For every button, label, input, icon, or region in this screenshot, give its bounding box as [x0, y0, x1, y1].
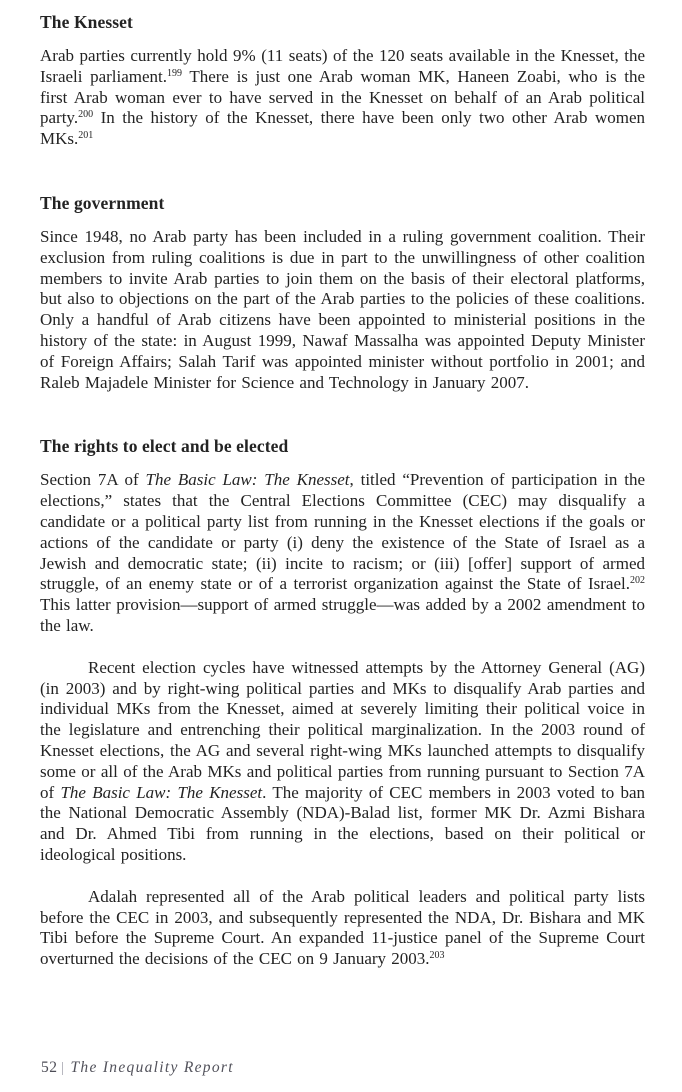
footnote-reference: 200 [78, 109, 94, 121]
document-section [40, 436, 645, 970]
italic-text: The Basic Law: The Knesset [60, 782, 263, 802]
document-section [40, 12, 645, 150]
footnote-reference: 202 [630, 575, 645, 587]
section-heading: The government [40, 192, 165, 213]
footnote-reference: 201 [78, 130, 94, 142]
text-run: Section 7A of [40, 470, 146, 490]
section-heading: The rights to elect and be elected [40, 436, 289, 457]
text-run: In the history of the Knesset, there have been only two other Arab women MKs. [40, 108, 645, 149]
page-number: 52 [41, 1059, 58, 1076]
text-run: Recent election cycles have witnessed attempts by the Attorney General (AG) (in 2003) and by right-wing political parties and MKs to disqualify Arab parties and individual MKs from the Knesset, aimed at severely limiting their political voice in the legislature and entrenching their political marginalization. In the 2003 round of Knesset elections, the AG and several right-wing MKs launched attempts to disqualify some or all of the Arab MKs and political parties from running pursuant to Section 7A of [40, 657, 645, 802]
italic-text: The Basic Law: The Knesset [145, 470, 350, 490]
text-run: , titled “Prevention of participation in the elections,” states that the Central Elections Committee (CEC) may disqualify a candidate or a political party list from running in the Knesset elections if the goals or actions of the candidate or party (i) deny the existence of the State of Israel as a Jewish and democratic state; (ii) incite to racism; or (iii) [offer] support of armed struggle, of an enemy state or of a terrorist organization against the State of Israel. [40, 470, 646, 594]
paragraph [40, 227, 645, 393]
report-title: The Inequality Report [70, 1059, 234, 1076]
text-run: Since 1948, no Arab party has been included in a ruling government coalition. Their exclusion from ruling coalitions is due in part to the unwillingness of other coalition members to invite Arab parties to join them on the basis of their electoral platforms, but also to objections on the part of the Arab parties to the policies of these coalitions. Only a handful of Arab citizens have been appointed to ministerial positions in the history of the state: in August 1999, Nawaf Massalha was appointed Deputy Minister of Foreign Affairs; Salah Tarif was appointed minister without portfolio in 2001; and Raleb Majadele Minister for Science and Technology in January 2007. [40, 226, 645, 392]
text-run: Adalah represented all of the Arab political leaders and political party lists before the CEC in 2003, and subsequently represented the NDA, Dr. Bishara and MK Tibi before the Supreme Court. An expanded 11-justice panel of the Supreme Court overturned the decisions of the CEC on 9 January 2003. [40, 886, 645, 969]
page-footer [41, 1059, 234, 1077]
paragraph [40, 658, 645, 866]
footer-divider [62, 1062, 63, 1075]
paragraph [40, 470, 645, 636]
text-run: There is just one Arab woman MK, Haneen Zoabi, who is the first Arab woman ever to have served in the Knesset on behalf of an Arab political party. [40, 66, 645, 128]
text-run: Arab parties currently hold 9% (11 seats) of the 120 seats available in the Knesset, the Israeli parliament. [40, 46, 645, 86]
section-heading: The Knesset [40, 12, 133, 32]
document-body [40, 12, 645, 970]
text-run: This latter provision—support of armed struggle—was added by a 2002 amendment to the law. [40, 595, 645, 635]
text-run: . The majority of CEC members in 2003 voted to ban the National Democratic Assembly (NDA)-Balad list, former MK Dr. Azmi Bishara and Dr. Ahmed Tibi from running in the elections, based on their political or ideological positions. [40, 782, 646, 864]
document-section [40, 193, 645, 393]
paragraph [40, 46, 645, 150]
footnote-reference: 203 [429, 950, 445, 962]
paragraph [40, 887, 645, 970]
footnote-reference: 199 [167, 67, 183, 79]
